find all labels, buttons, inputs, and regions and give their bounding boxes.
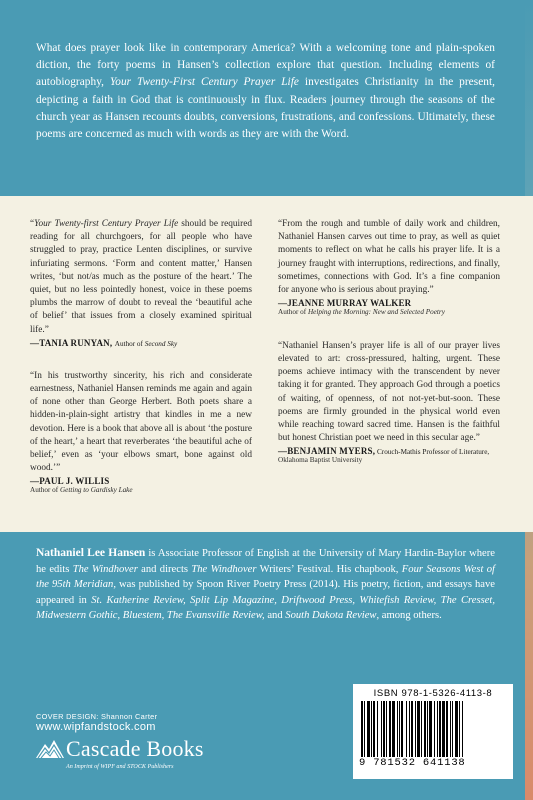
barcode-bar [429, 701, 432, 757]
barcode-bar [415, 701, 416, 757]
blurb-author: —TANIA RUNYAN, Author of Second Sky [30, 337, 178, 348]
barcode-bar [439, 701, 441, 757]
publisher-logo [36, 736, 236, 786]
barcode-bar [397, 701, 398, 757]
publisher-name: Cascade Books [66, 736, 204, 761]
endorsements-panel [0, 196, 533, 532]
back-cover-footer [0, 688, 533, 800]
barcode-bar [421, 701, 422, 757]
isbn-barcode-box [353, 684, 513, 779]
barcode-bar [462, 701, 463, 757]
blurb-author: —PAUL J. WILLIS [30, 476, 110, 487]
publisher-url[interactable]: www.wipfandstock.com [36, 721, 156, 733]
endorsements-right-column [278, 218, 500, 466]
book-description [0, 0, 525, 196]
isbn-label: ISBN 978-1-5326-4113-8 [373, 688, 493, 699]
barcode-bar [417, 701, 420, 757]
barcode-bar [401, 701, 403, 757]
description-paragraph: What does prayer look like in contemporary America? With a welcoming tone and plain-spoken diction, the forty poems in Hansen’s collection explore that question. Including elements of autobiography, Your Twenty-First Century Prayer Life investigates Christianity in the present, depicting a faith in God that is continuously in flux. Readers journey through the seasons of the church year as Hansen recounts doubts, conversions, frustrations, and confessions. Ultimately, these poems are concerned as much with words as they are with the Word. [36, 42, 496, 141]
barcode-bar [364, 701, 365, 757]
mountain-logo-icon [36, 736, 64, 760]
barcode-bar [424, 701, 426, 757]
book-title: Your Twenty-First Century Prayer Life [109, 76, 299, 89]
barcode-bar [386, 701, 387, 757]
blurb-author-affiliation: Oklahoma Baptist University [278, 456, 363, 465]
blurb-author-role: Author of Getting to Gardisky Lake [30, 486, 133, 495]
blurb-author: —JEANNE MURRAY WALKER [278, 298, 412, 309]
cover-design-credit: COVER DESIGN: Shannon Carter [36, 712, 158, 721]
barcode-bar [361, 701, 363, 757]
blurb-text: “Your Twenty-first Century Prayer Life should be required reading for all churchgoers, for all people who have struggled to pray, practice Lenten disciplines, or survive infuriating sermons. ‘Form and content matter,’ Hansen writes, ‘but not/as much as the posture of the heart.’ The quiet, but no less pointedly honest, voice in these poems plumbs the marrow of doubt to reveal the ‘beautiful ache of belief’ that issues from a closely examined spiritual life.” [30, 219, 253, 335]
barcode-bar [371, 701, 372, 757]
barcode-bar [377, 701, 378, 757]
publisher-imprint: An Imprint of WIPF and STOCK Publishers [66, 764, 174, 770]
blurb-text: “From the rough and tumble of daily work and children, Nathaniel Hansen carves out time to pray, as well as quiet moments to reflect on what he calls his prayer life. It is a journey fraught with interruptions, redirections, and finally, sometimes, connections with God. It’s a fine companion for anyone who is serious about praying.” [278, 219, 500, 296]
barcode-icon [359, 701, 507, 759]
barcode-bar [455, 701, 458, 757]
blurb-willis [30, 370, 252, 496]
barcode-bar [373, 701, 375, 757]
author-bio [0, 532, 525, 624]
blurb-author-role: Author of Helping the Morning: New and Selected Poetry [278, 308, 445, 317]
barcode-bar [367, 701, 370, 757]
endorsements-left-column [30, 218, 252, 496]
barcode-digits: 9 781532 641138 [359, 757, 466, 769]
blurb-runyan [30, 218, 252, 348]
blurb-walker [278, 218, 500, 318]
barcode-bar [442, 701, 445, 757]
barcode-bar [381, 701, 382, 757]
blurb-author: —BENJAMIN MYERS, Crouch-Mathis Professor of Literature, [278, 446, 490, 457]
barcode-bar [437, 701, 438, 757]
barcode-bar [459, 701, 460, 757]
barcode-bar [406, 701, 407, 757]
author-name: Nathaniel Lee Hansen [36, 547, 146, 559]
barcode-bar [383, 701, 385, 757]
barcode-bar [427, 701, 428, 757]
blurb-text: “Nathaniel Hansen’s prayer life is all of our prayer lives elevated to art: cross-pressured, halting, urgent. These poems achieve intimacy with the transcendent by never taking it for granted. They approach God through a poetics of waiting, of openness, of not not-yet-but-soon. These poems are firmly grounded in the physical world even while reaching toward sacred time. Hansen is the faithful but honest Christian poet we need in this secular age.” [278, 340, 500, 444]
barcode-bar [452, 701, 453, 757]
barcode-bar [411, 701, 413, 757]
blurb-myers [278, 340, 500, 466]
barcode-bar [434, 701, 435, 757]
barcode-bar [392, 701, 395, 757]
barcode-bar [409, 701, 410, 757]
barcode-bar [399, 701, 400, 757]
barcode-bar [450, 701, 451, 757]
author-bio-text: Nathaniel Lee Hansen is Associate Professor of English at the University of Mary Hardin-Baylor where he edits The Windhover and directs The Windhover Writers’ Festival. His chapbook, Four Seasons West of the 95th Meridian, was published by Spoon River Poetry Press (2014). His poetry, fiction, and essays have appeared in St. Katherine Review, Split Lip Magazine, Driftwood Press, Whitefish Review, The Cresset, Midwestern Gothic, Bluestem, The Evansville Review, and South Dakota Review, among others. [36, 547, 495, 622]
barcode-bar [389, 701, 391, 757]
blurb-text: “In his trustworthy sincerity, his rich and considerate earnestness, Nathaniel Hansen reminds me again and again of none other than George Herbert. Both poets share a hidden-in-plain-sight artistry that kindles in me a new devotion. Here is a book that above all is about ‘the posture of the heart,’ a heart that reverberates ‘the beautiful ache of belief,’ even as ‘your elbows smart, bone against old wood.’” [30, 370, 252, 474]
barcode-bar [446, 701, 448, 757]
